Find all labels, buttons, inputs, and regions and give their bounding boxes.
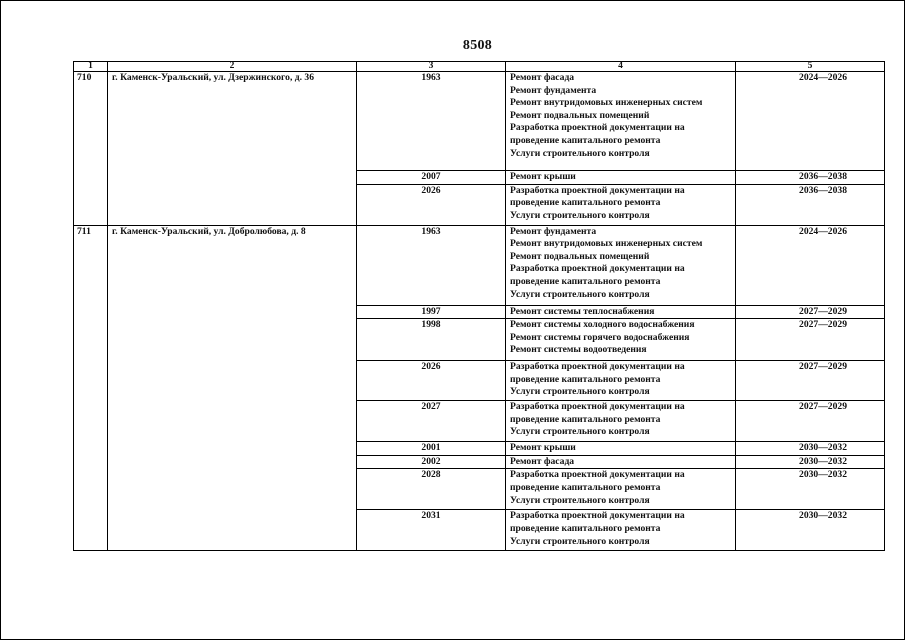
work-line: Услуги строительного контроля bbox=[510, 494, 650, 506]
period-cell: 2030—2032 bbox=[736, 442, 885, 456]
work-line: Ремонт системы горячего водоснабжения bbox=[510, 331, 690, 343]
work-line: Ремонт фасада bbox=[510, 455, 575, 467]
work-line: Разработка проектной документации на bbox=[510, 184, 685, 196]
works-cell bbox=[506, 225, 736, 305]
work-line: проведение капитального ремонта bbox=[510, 134, 661, 146]
year-cell: 2026 bbox=[357, 361, 506, 401]
works-cell bbox=[506, 184, 736, 225]
year-cell: 2002 bbox=[357, 455, 506, 469]
work-line: Ремонт системы холодного водоснабжения bbox=[510, 319, 695, 331]
period-cell: 2030—2032 bbox=[736, 455, 885, 469]
work-line: Ремонт крыши bbox=[510, 171, 576, 182]
work-line: Ремонт фундамента bbox=[510, 225, 597, 237]
works-cell bbox=[506, 319, 736, 361]
period-cell: 2027—2029 bbox=[736, 361, 885, 401]
address-cell: г. Каменск-Уральский, ул. Дзержинского, д. 36 bbox=[108, 72, 357, 226]
period-cell: 2027—2029 bbox=[736, 401, 885, 442]
works-cell bbox=[506, 510, 736, 551]
work-line: проведение капитального ремонта bbox=[510, 413, 661, 425]
year-cell: 2026 bbox=[357, 184, 506, 225]
year-cell: 2001 bbox=[357, 442, 506, 456]
work-line: Услуги строительного контроля bbox=[510, 386, 650, 398]
year-cell: 2007 bbox=[357, 171, 506, 185]
works-cell bbox=[506, 361, 736, 401]
work-line: Разработка проектной документации на bbox=[510, 401, 685, 413]
work-line: проведение капитального ремонта bbox=[510, 373, 661, 385]
work-line: Разработка проектной документации на bbox=[510, 263, 685, 275]
works-cell bbox=[506, 401, 736, 442]
works-cell bbox=[506, 442, 736, 456]
work-line: проведение капитального ремонта bbox=[510, 481, 661, 493]
column-header: 2 bbox=[108, 62, 357, 72]
period-cell: 2027—2029 bbox=[736, 319, 885, 361]
work-line: Разработка проектной документации на bbox=[510, 510, 685, 522]
address-cell: г. Каменск-Уральский, ул. Добролюбова, д. 8 bbox=[108, 225, 357, 551]
table-row bbox=[74, 225, 885, 305]
work-line: Ремонт системы водоотведения bbox=[510, 344, 647, 356]
period-cell: 2036—2038 bbox=[736, 171, 885, 185]
period-cell: 2024—2026 bbox=[736, 225, 885, 305]
work-line: Ремонт внутридомовых инженерных систем bbox=[510, 238, 703, 250]
year-cell: 2028 bbox=[357, 469, 506, 510]
table-body bbox=[74, 72, 885, 551]
column-header: 4 bbox=[506, 62, 736, 72]
work-line: проведение капитального ремонта bbox=[510, 522, 661, 534]
period-cell: 2036—2038 bbox=[736, 184, 885, 225]
work-line: проведение капитального ремонта bbox=[510, 275, 661, 287]
work-line: Разработка проектной документации на bbox=[510, 469, 685, 481]
work-line: Услуги строительного контроля bbox=[510, 535, 650, 547]
repair-schedule-table bbox=[73, 61, 885, 551]
work-line: Ремонт внутридомовых инженерных систем bbox=[510, 97, 703, 109]
works-cell bbox=[506, 171, 736, 185]
work-line: Разработка проектной документации на bbox=[510, 361, 685, 373]
works-cell bbox=[506, 305, 736, 319]
year-cell: 1997 bbox=[357, 305, 506, 319]
header-row bbox=[74, 62, 885, 72]
work-line: Услуги строительного контроля bbox=[510, 209, 650, 221]
work-line: Ремонт подвальных помещений bbox=[510, 109, 650, 121]
work-line: Услуги строительного контроля bbox=[510, 288, 650, 300]
work-line: Ремонт системы теплоснабжения bbox=[510, 305, 655, 317]
house-number-cell: 711 bbox=[74, 225, 108, 551]
year-cell: 1998 bbox=[357, 319, 506, 361]
page-number: 8508 bbox=[462, 38, 493, 53]
works-cell bbox=[506, 455, 736, 469]
work-line: Разработка проектной документации на bbox=[510, 122, 685, 134]
work-line: Услуги строительного контроля bbox=[510, 426, 650, 438]
work-line: Ремонт подвальных помещений bbox=[510, 250, 650, 262]
work-line: проведение капитального ремонта bbox=[510, 197, 661, 209]
work-line: Ремонт крыши bbox=[510, 442, 576, 454]
column-header: 5 bbox=[736, 62, 885, 72]
work-line: Услуги строительного контроля bbox=[510, 147, 650, 159]
period-cell: 2030—2032 bbox=[736, 510, 885, 551]
year-cell: 2031 bbox=[357, 510, 506, 551]
period-cell: 2024—2026 bbox=[736, 72, 885, 171]
period-cell: 2030—2032 bbox=[736, 469, 885, 510]
table-row bbox=[74, 72, 885, 171]
year-cell: 2027 bbox=[357, 401, 506, 442]
column-header: 3 bbox=[357, 62, 506, 72]
period-cell: 2027—2029 bbox=[736, 305, 885, 319]
house-number-cell: 710 bbox=[74, 72, 108, 226]
year-cell: 1963 bbox=[357, 225, 506, 305]
works-cell bbox=[506, 72, 736, 171]
work-line: Ремонт фасада bbox=[510, 72, 575, 83]
work-line: Ремонт фундамента bbox=[510, 84, 597, 96]
year-cell: 1963 bbox=[357, 72, 506, 171]
column-header: 1 bbox=[74, 62, 108, 72]
works-cell bbox=[506, 469, 736, 510]
